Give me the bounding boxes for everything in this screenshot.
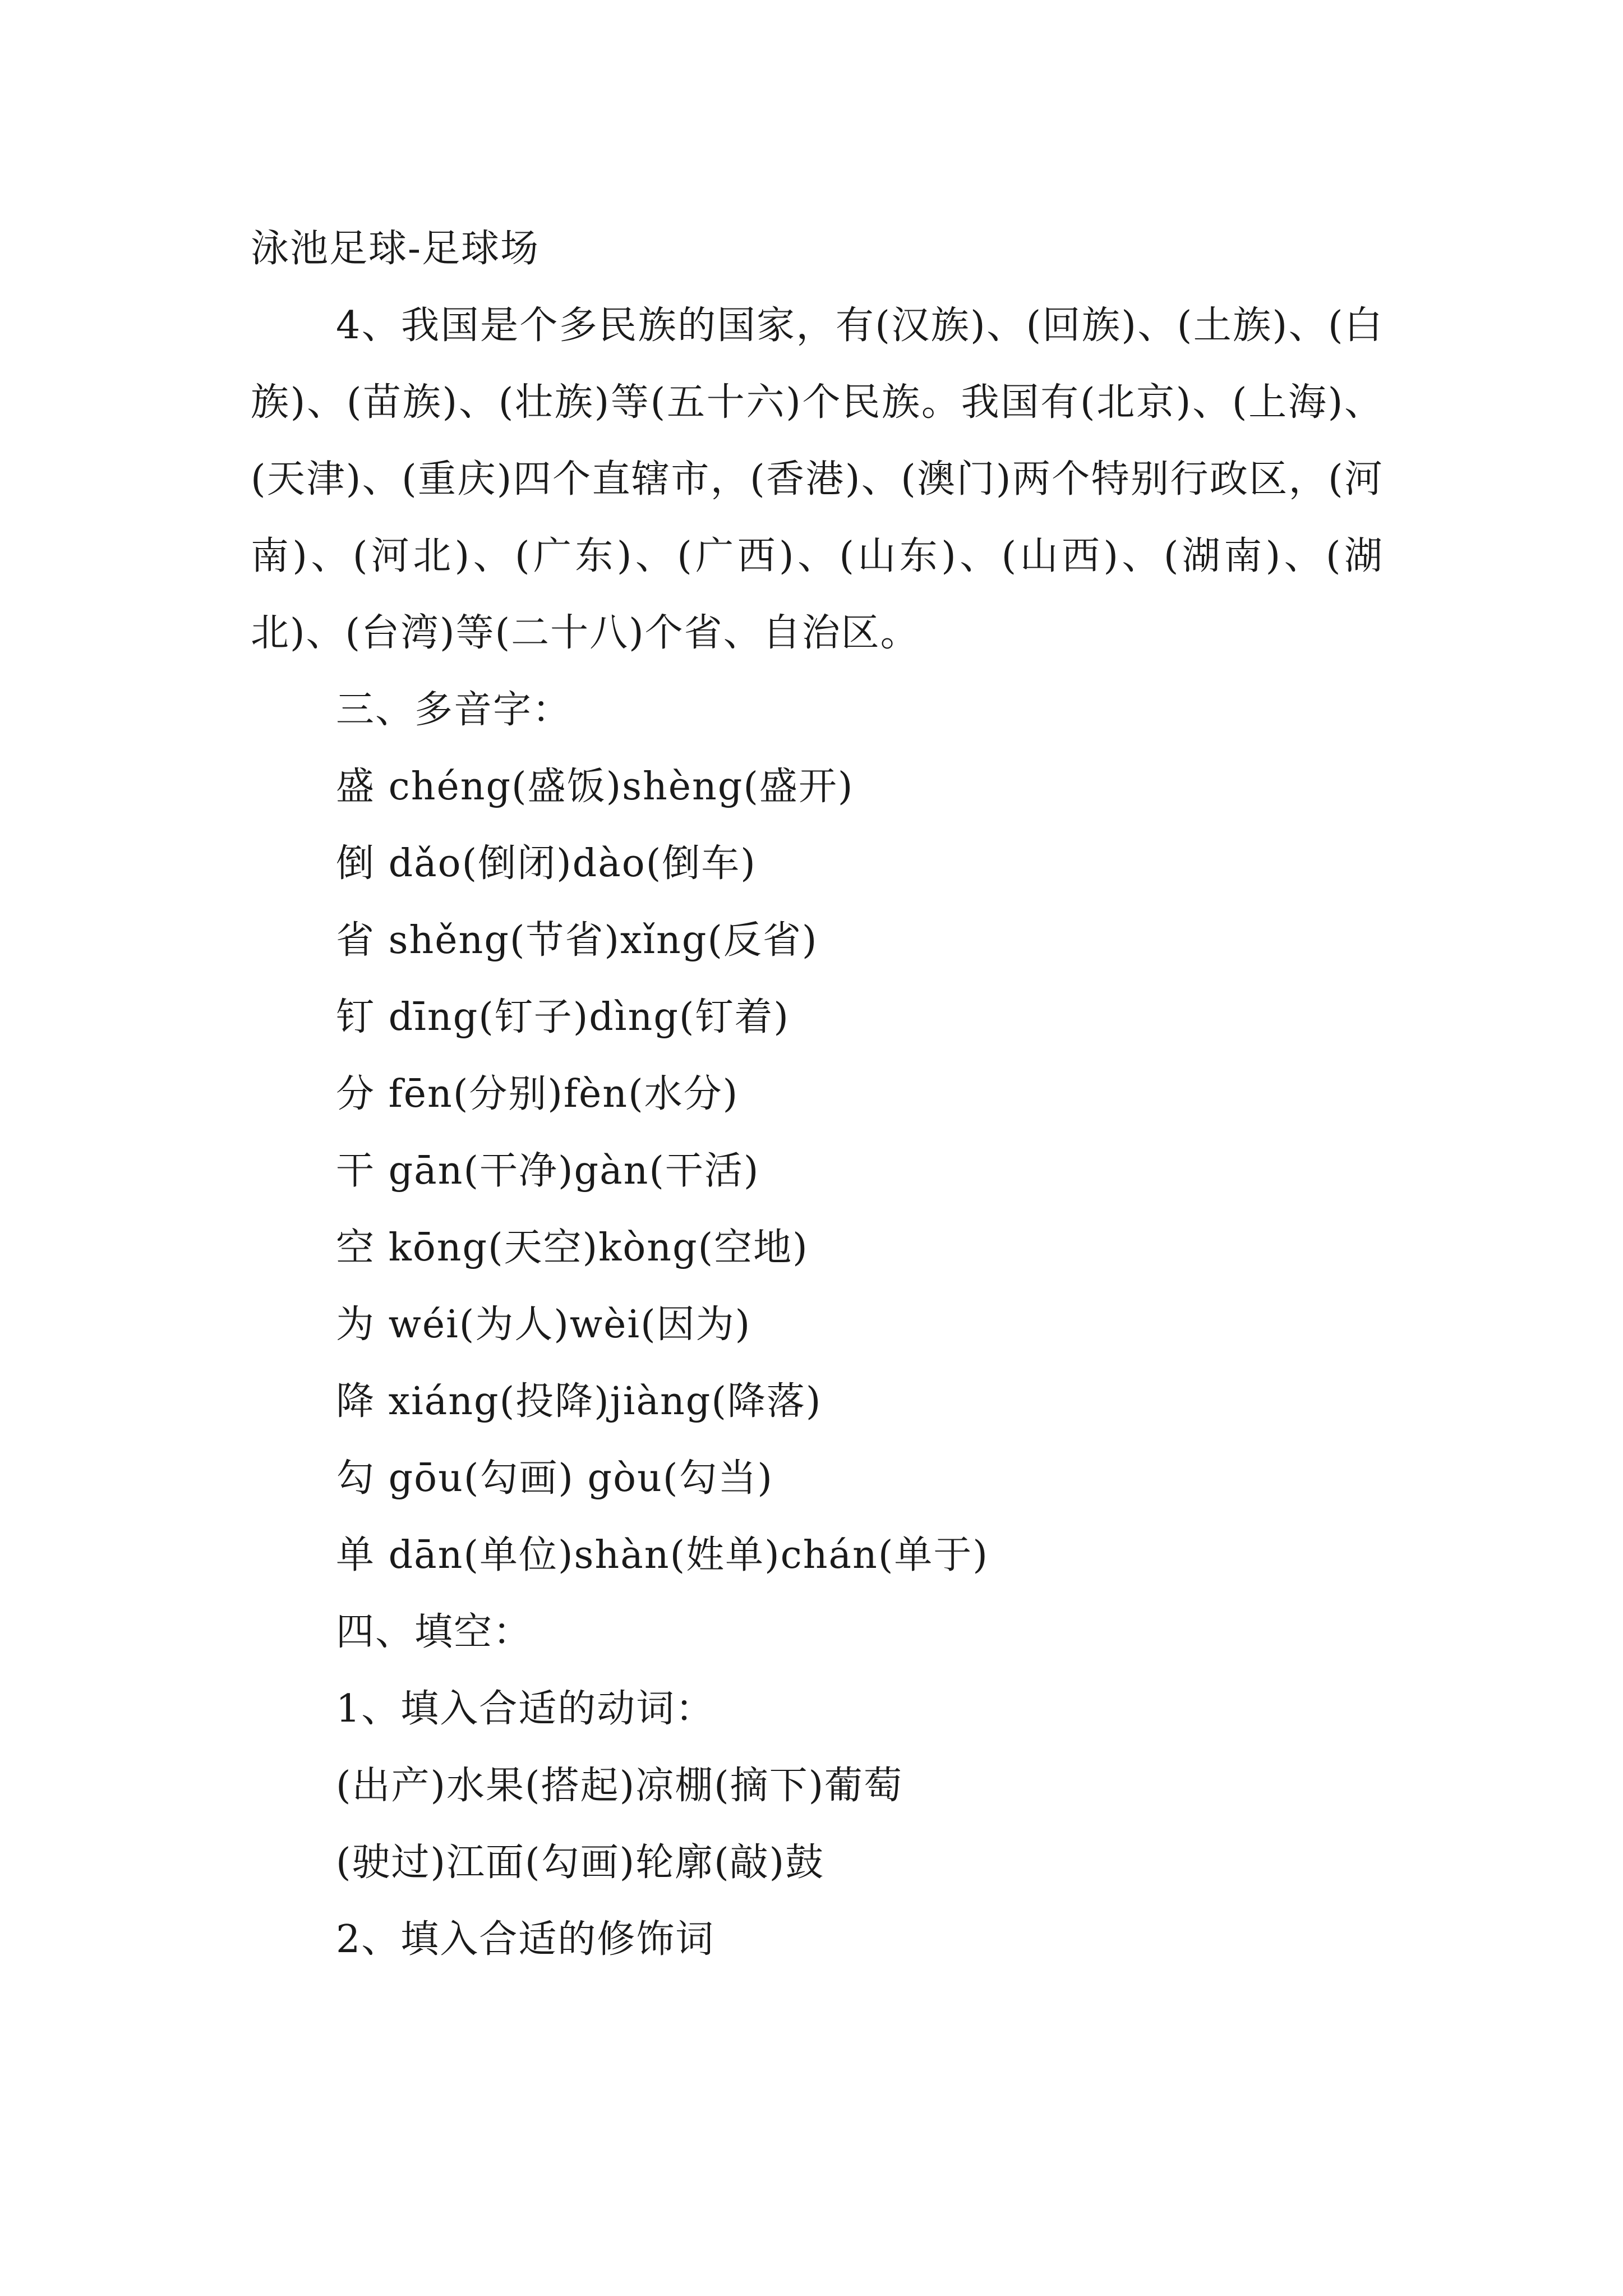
intro-line: 泳池足球-足球场 [251, 227, 540, 271]
subsection-heading-verbs: 1、填入合适的动词： [336, 1687, 715, 1731]
list-item: 盛 chéng(盛饭)shèng(盛开) [336, 765, 854, 809]
subsection-heading-modifiers: 2、填入合适的修饰词 [336, 1917, 715, 1962]
list-item: 降 xiáng(投降)jiàng(降落) [336, 1379, 822, 1424]
section-heading-fill-in-blanks: 四、填空： [336, 1610, 533, 1654]
list-item: 省 shěng(节省)xǐng(反省) [336, 918, 818, 963]
document-body [251, 210, 1384, 1978]
list-item: 钉 dīng(钉子)dìng(钉着) [336, 995, 790, 1039]
paragraph-ethnic-groups-regions: 4、我国是个多民族的国家，有(汉族)、(回族)、(土族)、(白族)、(苗族)、(壮族)等(五十六)个民族。我国有(北京)、(上海)、(天津)、(重庆)四个直辖市，(香港)、(澳门)两个特别行政区，(河南)、(河北)、(广东)、(广西)、(山东)、(山西)、(湖南)、(湖北)、(台湾)等(二十八)个省、自治区。 [251, 303, 1384, 655]
list-item: 干 gān(干净)gàn(干活) [336, 1149, 760, 1193]
verb-example-line: (驶过)江面(勾画)轮廓(敲)鼓 [336, 1841, 825, 1885]
verb-example-line: (出产)水果(搭起)凉棚(摘下)葡萄 [336, 1764, 903, 1808]
list-item: 勾 gōu(勾画) gòu(勾当) [336, 1456, 773, 1501]
section-heading-polyphonic-characters: 三、多音字： [336, 688, 572, 732]
polyphonic-list [251, 748, 1384, 1594]
list-item: 空 kōng(天空)kòng(空地) [336, 1226, 809, 1270]
list-item: 分 fēn(分别)fèn(水分) [336, 1072, 739, 1116]
list-item: 单 dān(单位)shàn(姓单)chán(单于) [336, 1533, 989, 1577]
list-item: 为 wéi(为人)wèi(因为) [336, 1303, 751, 1347]
list-item: 倒 dǎo(倒闭)dào(倒车) [336, 841, 757, 886]
